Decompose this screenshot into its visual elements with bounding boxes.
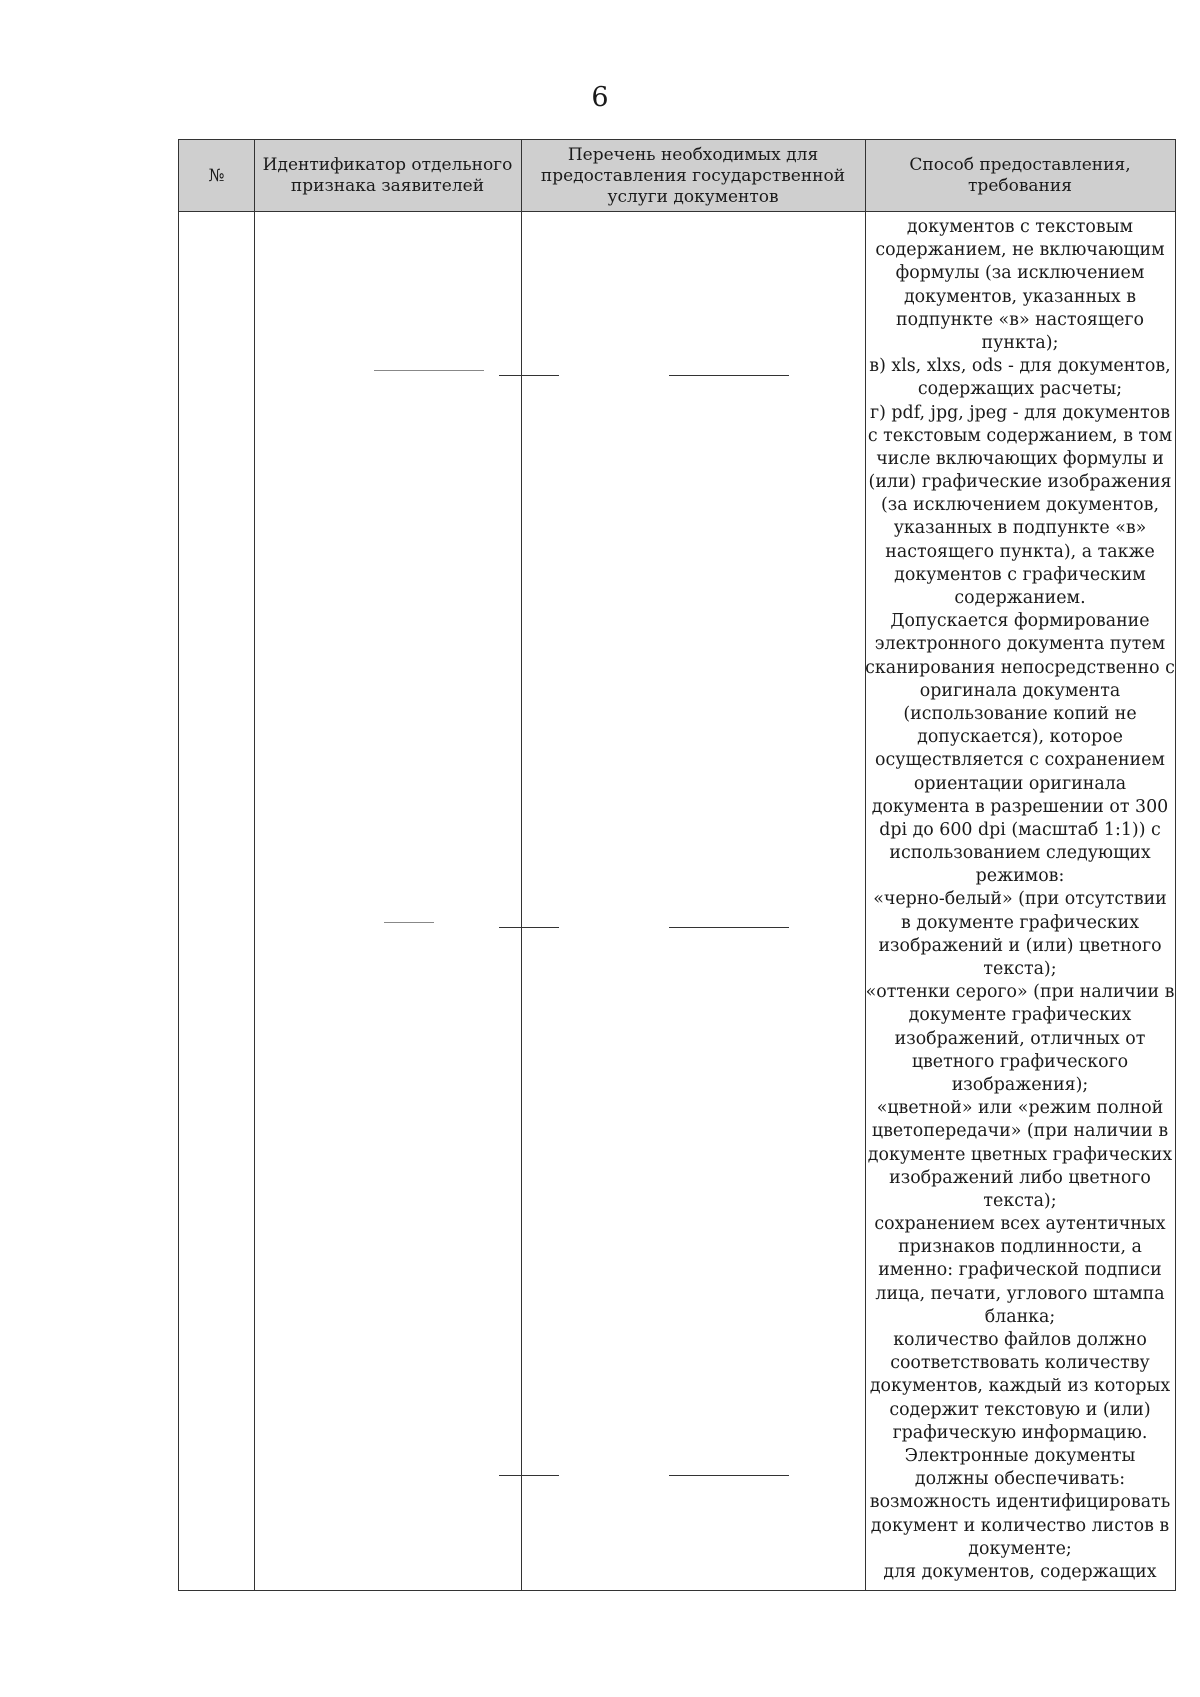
text-line: режимов: xyxy=(975,866,1065,887)
text-line: электронного документа путем xyxy=(874,634,1166,655)
text-line: сохранением всех аутентичных xyxy=(874,1214,1166,1235)
text-line: содержит текстовую и (или) xyxy=(889,1399,1151,1420)
text-line: настоящего пункта), а также xyxy=(885,541,1155,562)
header-documents-list: Перечень необходимых для предоставления государственной услуги документов xyxy=(540,144,846,207)
page-number: 6 xyxy=(591,82,609,113)
text-line: в документе графических xyxy=(900,912,1140,933)
dash-mark xyxy=(669,1475,789,1476)
text-line: документе цветных графических xyxy=(867,1144,1173,1165)
text-line: в) xls, xlxs, ods - для документов, xyxy=(869,356,1171,377)
requirements-table xyxy=(178,139,1176,1591)
text-line: документе; xyxy=(968,1538,1072,1559)
table-header-row xyxy=(179,140,1175,212)
text-line: допускается), которое xyxy=(917,727,1123,748)
text-line: пункта); xyxy=(981,332,1059,353)
dash-mark xyxy=(499,927,559,928)
text-line: использованием следующих xyxy=(889,843,1151,864)
text-line: ориентации оригинала xyxy=(913,773,1127,794)
dash-mark xyxy=(384,922,434,923)
text-line: цветного графического xyxy=(911,1051,1129,1072)
text-line: содержанием. xyxy=(954,588,1086,608)
text-line: содержащих расчеты; xyxy=(917,379,1123,400)
text-line: для документов, содержащих xyxy=(883,1561,1157,1582)
header-submission-method: Способ предоставления, требования xyxy=(909,155,1131,196)
text-line: лица, печати, углового штампа xyxy=(875,1283,1165,1304)
text-line: изображения); xyxy=(951,1074,1089,1095)
text-line: возможность идентифицировать xyxy=(869,1492,1171,1513)
text-line: документов с графическим xyxy=(894,564,1146,585)
dash-mark xyxy=(669,927,789,928)
text-line: (или) графические изображения xyxy=(868,472,1172,493)
column-divider xyxy=(521,140,522,1590)
dash-mark xyxy=(499,375,559,376)
text-line: указанных в подпункте «в» xyxy=(893,518,1147,539)
dash-mark xyxy=(499,1475,559,1476)
text-line: документ и количество листов в xyxy=(870,1515,1170,1536)
text-line: Электронные документы xyxy=(904,1445,1136,1466)
column-divider xyxy=(254,140,255,1590)
text-line: документов, указанных в xyxy=(903,286,1137,307)
text-line: «цветной» или «режим полной xyxy=(876,1098,1164,1119)
header-number: № xyxy=(208,165,225,186)
dash-mark xyxy=(669,375,789,376)
text-line: dpi до 600 dpi (масштаб 1:1)) с xyxy=(879,819,1161,840)
text-line: количество файлов должно xyxy=(893,1330,1147,1350)
text-line: документов с текстовым xyxy=(906,217,1134,237)
text-line: изображений и (или) цветного xyxy=(878,935,1162,956)
text-line: цветопередачи» (при наличии в xyxy=(871,1121,1169,1142)
text-line: содержанием, не включающим xyxy=(875,240,1165,261)
text-line: формулы (за исключением xyxy=(895,263,1145,284)
text-line: признаков подлинности, а xyxy=(898,1237,1142,1258)
text-line: документов, каждый из которых xyxy=(869,1376,1171,1397)
text-line: именно: графической подписи xyxy=(878,1260,1162,1281)
text-line: Допускается формирование xyxy=(890,611,1150,632)
text-line: сканирования непосредственно с xyxy=(865,657,1175,678)
text-line: оригинала документа xyxy=(919,680,1121,701)
header-applicant-identifier: Идентификатор отдельного признака заявителей xyxy=(262,155,513,196)
text-line: текста); xyxy=(983,959,1057,979)
text-line: изображений либо цветного xyxy=(889,1167,1151,1188)
text-line: документа в разрешении от 300 xyxy=(871,796,1169,817)
text-line: осуществляется с сохранением xyxy=(875,750,1165,771)
text-line: «оттенки серого» (при наличии в xyxy=(865,982,1175,1003)
text-line: с текстовым содержанием, в том xyxy=(867,425,1173,446)
dash-mark xyxy=(374,370,484,371)
text-line: числе включающих формулы и xyxy=(876,448,1164,469)
text-line: г) pdf, jpg, jpeg - для документов xyxy=(870,402,1170,423)
text-line: графическую информацию. xyxy=(892,1422,1148,1443)
text-line: подпункте «в» настоящего xyxy=(896,309,1144,330)
text-line: текста); xyxy=(983,1190,1057,1211)
text-line: бланка; xyxy=(984,1306,1056,1327)
text-line: (за исключением документов, xyxy=(881,495,1159,516)
text-line: документе графических xyxy=(908,1005,1132,1026)
text-line: изображений, отличных от xyxy=(894,1028,1146,1049)
text-line: соответствовать количеству xyxy=(890,1353,1150,1374)
text-line: (использование копий не xyxy=(903,703,1137,724)
text-line: должны обеспечивать: xyxy=(914,1469,1126,1490)
text-line: «черно-белый» (при отсутствии xyxy=(873,889,1167,910)
submission-method-cell xyxy=(865,216,1175,1584)
